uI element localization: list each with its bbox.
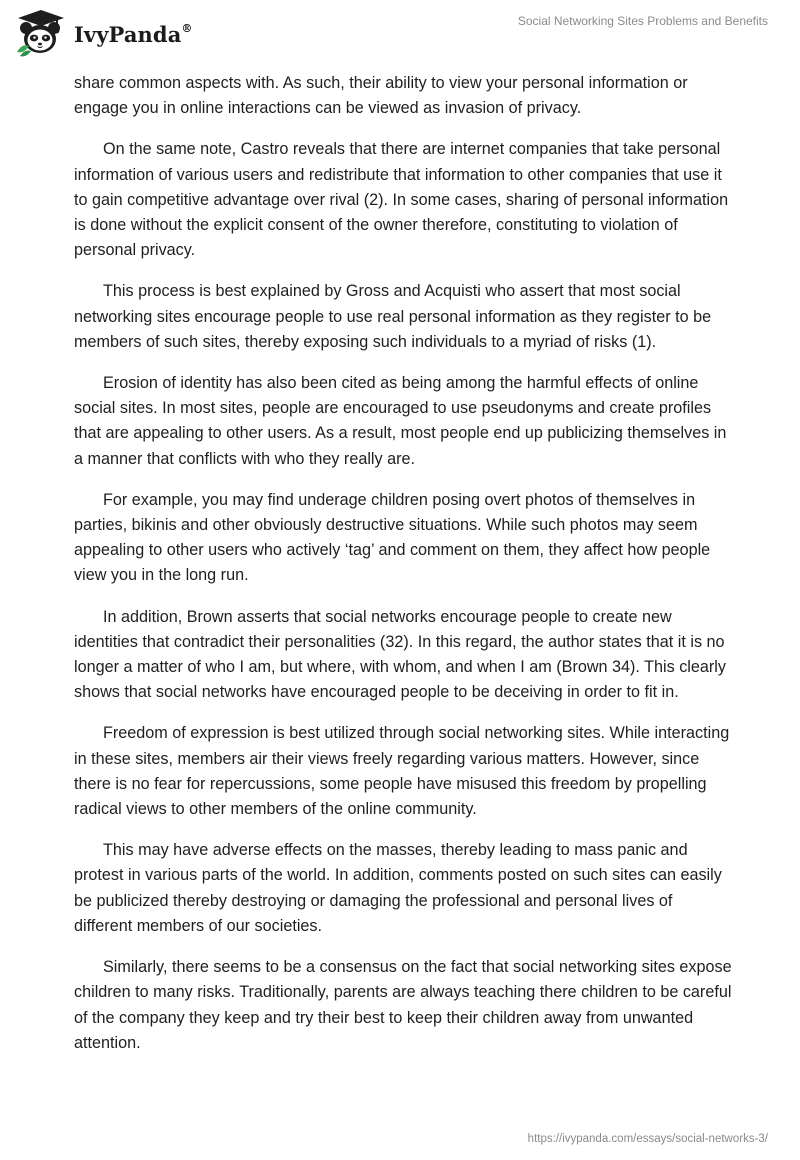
- page-header: [0, 0, 800, 70]
- paragraph: This process is best explained by Gross and Acquisti who assert that most social networking sites encourage people to use real personal information as they register to be members of such sites, thereby exposing such individuals to a myriad of risks (1).: [74, 282, 712, 351]
- paragraph: This may have adverse effects on the masses, thereby leading to mass panic and protest in various parts of the world. In addition, comments posted on such sites can easily be publicized thereby destroying or damaging the professional and personal lives of different members of our societies.: [74, 841, 722, 935]
- brand-name: [74, 22, 193, 47]
- paragraph: On the same note, Castro reveals that there are internet companies that take personal information of various users and redistribute that information to other companies that use it to gain competitive advantage over rival (2). In some cases, sharing of personal information is done without the explicit consent of the owner therefore, constituting to violation of personal privacy.: [74, 140, 729, 260]
- registered-mark: ®: [181, 21, 193, 35]
- paragraph: In addition, Brown asserts that social networks encourage people to create new identities that contradict their personalities (32). In this regard, the author states that it is no longer a matter of who I am, but where, with whom, and when I am (Brown 34). This clearly shows that social networks have encouraged people to be deceiving in order to fit in.: [74, 607, 726, 702]
- paragraph: Erosion of identity has also been cited as being among the harmful effects of online social sites. In most sites, people are encouraged to use pseudonyms and create profiles that are appealing to other users. As a result, most people end up publicizing themselves in a manner that conflicts with who they really are.: [74, 374, 727, 468]
- source-url-link[interactable]: https://ivypanda.com/essays/social-networks-3/: [527, 1133, 768, 1145]
- ivypanda-logo[interactable]: [14, 8, 193, 58]
- document-title: Social Networking Sites Problems and Benefits: [517, 14, 768, 28]
- paragraph: For example, you may find underage children posing overt photos of themselves in parties, bikinis and other obviously destructive situations. While such photos may seem appealing to other users who actively ‘tag’ and comment on them, they affect how people view you in the long run.: [74, 490, 711, 585]
- essay-body: [74, 71, 734, 1072]
- paragraph: Freedom of expression is best utilized through social networking sites. While interacting in these sites, members air their views freely regarding various matters. However, since there is no fear for repercussions, some people have misused this freedom by propelling radical views to other members of the online community.: [74, 724, 730, 819]
- paragraph: share common aspects with. As such, their ability to view your personal information or engage you in online interactions can be viewed as invasion of privacy.: [74, 74, 688, 118]
- panda-graduate-icon: [14, 8, 68, 58]
- brand-text: IvyPanda: [74, 21, 182, 47]
- paragraph: Similarly, there seems to be a consensus on the fact that social networking sites expose children to many risks. Traditionally, parents are always teaching there children to be careful of the company they keep and try their best to keep their children away from unwanted attention.: [74, 958, 732, 1052]
